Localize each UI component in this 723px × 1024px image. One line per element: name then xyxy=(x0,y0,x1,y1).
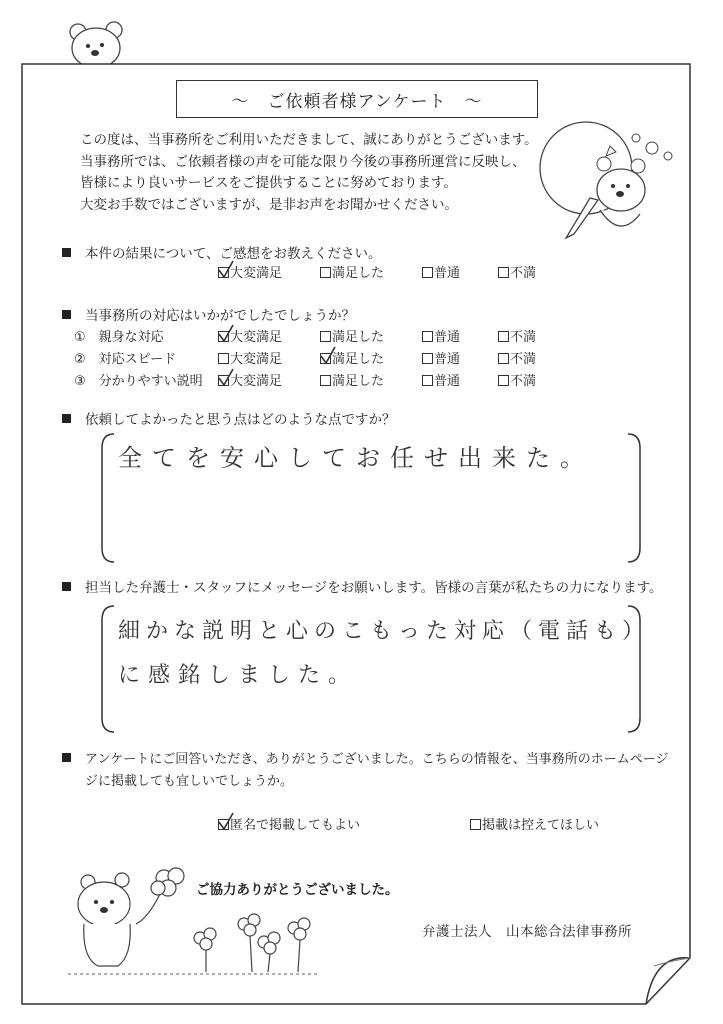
survey-sheet xyxy=(14,58,698,1008)
intro-text xyxy=(80,130,550,216)
firm-name: 山本総合法律事務所 xyxy=(506,924,632,940)
q2-row1-satisfied[interactable]: 満足した xyxy=(320,326,384,345)
q2-row2-satisfied[interactable]: 満足した xyxy=(320,348,384,367)
q1-option-very-satisfied[interactable]: 大変満足 xyxy=(218,262,282,281)
q4-handwritten-line-1: 細かな説明と心のこもった対応（電話も） xyxy=(118,619,651,644)
question-4-label: 担当した弁護士・スタッフにメッセージをお願いします。皆様の言葉が私たちの力になります。 xyxy=(85,580,663,596)
q1-option-unsatisfied[interactable]: 不満 xyxy=(498,262,536,281)
question-5-label-line-2: ジに掲載しても宜しいでしょうか。 xyxy=(85,774,294,789)
q2-row3-satisfied[interactable]: 満足した xyxy=(320,370,384,389)
q2-row3-unsatisfied[interactable]: 不満 xyxy=(498,370,536,389)
question-1-label: 本件の結果について、ご感想をお教えください。 xyxy=(85,246,382,262)
intro-line: 大変お手数ではございますが、是非お声をお聞かせください。 xyxy=(80,196,458,213)
q4-handwritten-line-2: に感銘しました。 xyxy=(118,663,359,688)
question-4 xyxy=(62,576,663,596)
q2-row-label: ③ 分かりやすい説明 xyxy=(74,374,203,389)
law-firm-name xyxy=(422,920,632,940)
q2-row3-average[interactable]: 普通 xyxy=(422,370,460,389)
question-3-label: 依頼してよかったと思う点はどのような点ですか？ xyxy=(85,412,396,428)
question-2-label: 当事務所の対応はいかがでしたでしょうか？ xyxy=(85,308,355,324)
q2-row1-very-satisfied[interactable]: 大変満足 xyxy=(218,326,282,345)
q2-row2-unsatisfied[interactable]: 不満 xyxy=(498,348,536,367)
q3-handwritten-answer: 全てを安心してお任せ出来た。 xyxy=(118,444,594,472)
q5-option-decline[interactable]: 掲載は控えてほしい xyxy=(470,814,599,833)
q2-row3-very-satisfied[interactable]: 大変満足 xyxy=(218,370,282,389)
intro-line: 当事務所では、ご依頼者様の声を可能な限り今後の事務所運営に反映し、 xyxy=(80,153,526,170)
firm-type: 弁護士法人 xyxy=(422,924,492,940)
q2-row1-average[interactable]: 普通 xyxy=(422,326,460,345)
bear-clover-illustration xyxy=(68,858,368,978)
question-1 xyxy=(62,242,381,262)
question-2 xyxy=(62,304,355,324)
bear-pencil-illustration xyxy=(514,120,684,250)
question-5-label-line-1: アンケートにご回答いただき、ありがとうございました。こちらの情報を、当事務所のホームページ xyxy=(85,752,669,767)
thanks-message: ご協力ありがとうございました。 xyxy=(196,882,399,898)
intro-line: この度は、当事務所をご利用いただきまして、誠にありがとうございます。 xyxy=(80,132,538,148)
page-title: ～ ご依頼者様アンケート ～ xyxy=(176,80,538,118)
intro-line: 皆様により良いサービスをご提供することに努めております。 xyxy=(80,175,457,191)
q2-row2-very-satisfied[interactable]: 大変満足 xyxy=(218,348,282,367)
question-3 xyxy=(62,408,396,428)
q2-row-label: ② 対応スピード xyxy=(74,352,177,367)
q2-row-label: ① 親身な対応 xyxy=(74,330,164,345)
q5-option-anonymous-ok[interactable]: 匿名で掲載してもよい xyxy=(218,814,360,833)
q1-option-average[interactable]: 普通 xyxy=(422,262,460,281)
q2-row2-average[interactable]: 普通 xyxy=(422,348,460,367)
question-5 xyxy=(62,748,668,767)
q1-option-satisfied[interactable]: 満足した xyxy=(320,262,384,281)
q2-row1-unsatisfied[interactable]: 不満 xyxy=(498,326,536,345)
